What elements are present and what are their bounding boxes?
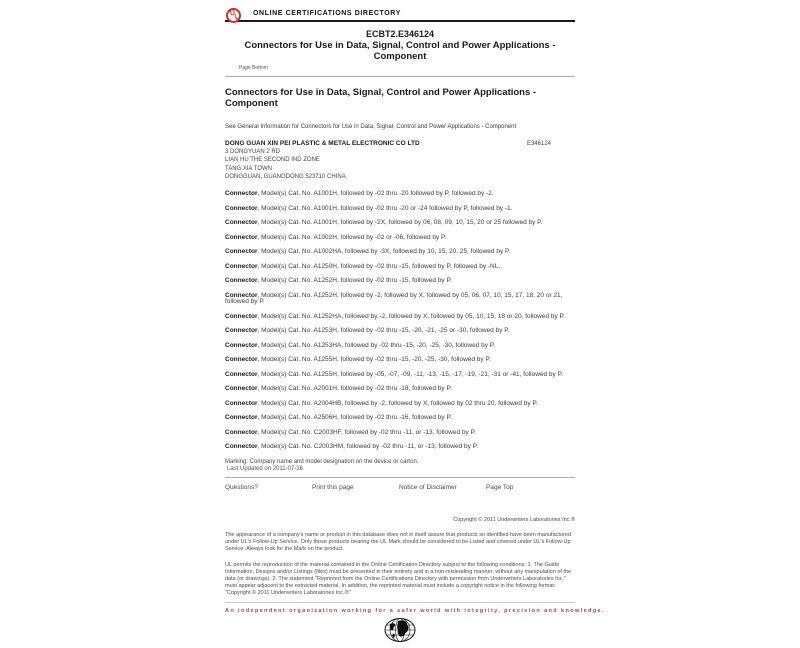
- category-code: ECBT2.E346124: [365, 29, 435, 39]
- listing-row: [225, 430, 575, 437]
- questions-link[interactable]: Questions?: [225, 484, 258, 492]
- listing-row: [225, 386, 575, 393]
- listing-row: [225, 235, 575, 242]
- globe-icon: [225, 617, 575, 648]
- listing-details: , Model(s) Cat. No. A1001H, followed by -02 thru -20 or -24 followed by P, followed by -1.: [257, 204, 513, 212]
- listing-details: , Model(s) Cat. No. A1252H, followed by -2, followed by X, followed by 05, 06, 07, 10, 15, 17, 18, 20 or 21, followed by P.: [225, 291, 563, 306]
- see-general-link[interactable]: See General Information for Connectors for Use in Data, Signal, Control and Power Applications - Component: [225, 124, 517, 130]
- header: [225, 5, 575, 22]
- listing-product: Connector: [225, 291, 258, 299]
- address-line: 3 DONGYUAN 2 RD: [225, 148, 281, 155]
- listing-product: Connector: [225, 190, 258, 198]
- listing-product: Connector: [225, 233, 258, 241]
- ul-tagline: An independent organization working for a safer world with integrity, precision and knowledge.: [225, 608, 605, 615]
- listing-details: , Model(s) Cat. No. A1255H, followed by -05, -07, -09, -11, -13, -15, -17, -19, -21, -31 or -41, followed by P.: [257, 370, 563, 378]
- listing-row: [225, 293, 575, 306]
- listing-row: [225, 343, 575, 350]
- copyright-line: Copyright © 2011 Underwriters Laboratories Inc.®: [453, 517, 575, 524]
- listing-details: , Model(s) Cat. No. A1253HA, followed by -02 thru -15, -20, -25, -30, followed by P.: [257, 341, 496, 349]
- listing-details: , Model(s) Cat. No. A2001H, followed by -02 thru -18, followed by P.: [257, 385, 452, 393]
- listing-details: , Model(s) Cat. No. A1002H, followed by -02 or -06, followed by P.: [257, 233, 447, 241]
- listing-row: [225, 191, 575, 198]
- listing-row: [225, 314, 575, 321]
- listing-product: Connector: [225, 312, 258, 320]
- listing-product: Connector: [225, 385, 258, 393]
- listing-details: , Model(s) Cat. No. A1001H, followed by -02 thru -20 followed by P, followed by -2.: [257, 190, 494, 198]
- reproduction-terms-paragraph: UL permits the reproduction of the material contained in the Online Certification Directory subject to the following conditions: 1. The Guide Information, Designs and/or Listings (files) must be presented in their entirety and in a non-misleading manner, without any manipulation of the data (or drawings). 2. The statement "Reprinted from the Online Certifications Directory with permission from Underwriters Laboratories Inc." must appear adjacent to the extracted material. In addition, the reprinted material must include a copyright notice in the following format: "Copyright © 2011 Underwriters Laboratories Inc.®": [225, 562, 572, 597]
- listing-product: Connector: [225, 399, 258, 407]
- address-line: TANG XIA TOWN: [225, 165, 273, 172]
- ul-logo-icon: U L: [226, 8, 241, 23]
- notice-of-disclaimer-link[interactable]: Notice of Disclaimer: [399, 484, 457, 492]
- listing-row: [225, 328, 575, 335]
- listing-product: Connector: [225, 356, 258, 364]
- listing-product: Connector: [225, 262, 258, 270]
- page-top-link[interactable]: Page Top: [486, 484, 514, 492]
- last-updated: Last Updated on 2011-07-16: [227, 466, 303, 473]
- listing-product: Connector: [225, 428, 258, 436]
- listings: [225, 191, 575, 451]
- listing-product: Connector: [225, 414, 258, 422]
- divider: [225, 76, 575, 77]
- marking-block: [225, 459, 575, 473]
- listing-row: [225, 444, 575, 451]
- listing-details: , Model(s) Cat. No. A1252H, followed by -02 thru -15, followed by P.: [257, 277, 452, 285]
- listing-details: , Model(s) Cat. No. A1253H, followed by -02 thru -15, -20, -21, -25 or -30, followed by P.: [257, 327, 510, 335]
- listing-row: [225, 372, 575, 379]
- listing-product: Connector: [225, 204, 258, 212]
- page-bottom-link[interactable]: Page Bottom: [239, 65, 268, 71]
- listing-row: [225, 415, 575, 422]
- address-line: DONGGUAN, GUANGDONG 523710 CHINA: [225, 174, 346, 181]
- listing-row: [225, 401, 575, 408]
- listing-details: , Model(s) Cat. No. A1250H, followed by -02 thru -15, followed by P, followed by -NL.: [257, 262, 501, 270]
- listing-product: Connector: [225, 370, 258, 378]
- listing-row: [225, 249, 575, 256]
- followup-service-paragraph: The appearance of a company's name or product in this database does not in itself assure that products so identified have been manufactured under UL's Follow-Up Service. Only those products bearing the UL Mark should be considered to be Listed and covered under UL's Follow-Up Service. Always look for the Mark on the product.: [225, 532, 571, 553]
- listing-details: , Model(s) Cat. No. A1255H, followed by -02 thru -15, -20, -25, -30, followed by P.: [257, 356, 491, 364]
- listing-product: Connector: [225, 327, 258, 335]
- listing-product: Connector: [225, 277, 258, 285]
- address-line: LIAN HU THE SECOND IND ZONE: [225, 157, 320, 164]
- footer-nav: [225, 484, 575, 491]
- listing-product: Connector: [225, 341, 258, 349]
- listing-details: , Model(s) Cat. No. C2003HM, followed by -02 thru -11, or -13, followed by P.: [257, 443, 478, 451]
- title-block: [225, 29, 575, 71]
- listing-details: , Model(s) Cat. No. C2003HF, followed by -02 thru -11, or -13, followed by P.: [257, 428, 476, 436]
- listing-product: Connector: [225, 219, 258, 227]
- listing-details: , Model(s) Cat. No. A1002HA, followed by -3X, followed by 10, 15, 20, 25, followed by P.: [257, 248, 511, 256]
- listing-row: [225, 264, 575, 271]
- listing-product: Connector: [225, 248, 258, 256]
- listing-row: [225, 357, 575, 364]
- page-title: Connectors for Use in Data, Signal, Control and Power Applications - Component: [244, 40, 556, 62]
- listing-row: [225, 278, 575, 285]
- listing-details: , Model(s) Cat. No. A2506H, followed by -02 thru -16, followed by P.: [257, 414, 452, 422]
- directory-title: ONLINE CERTIFICATIONS DIRECTORY: [253, 10, 401, 17]
- listing-product: Connector: [225, 443, 258, 451]
- marking-text: Marking: Company name and model designation on the device or carton.: [225, 458, 419, 465]
- ul-directory-page: [225, 5, 605, 648]
- listing-row: [225, 220, 575, 227]
- company-block: [225, 140, 575, 181]
- divider: [225, 602, 575, 603]
- print-page-link[interactable]: Print this page: [312, 484, 354, 492]
- listing-details: , Model(s) Cat. No. A2004HB, followed by -2, followed by X, followed by 02 thru 20, followed by P.: [257, 399, 538, 407]
- divider: [225, 477, 575, 478]
- file-number: E346124: [526, 141, 551, 147]
- section-heading: Connectors for Use in Data, Signal, Control and Power Applications - Component: [225, 87, 537, 109]
- listing-details: , Model(s) Cat. No. A1252HA, followed by -2, followed by X, followed by 05, 10, 15, 18 or 20, followed by P.: [257, 312, 565, 320]
- listing-row: [225, 206, 575, 213]
- listing-details: , Model(s) Cat. No. A1001H, followed by -2X, followed by 06, 08, 09, 10, 15, 20 or 25 followed by P.: [257, 219, 543, 227]
- company-name: DONG GUAN XIN PEI PLASTIC & METAL ELECTRONIC CO LTD: [225, 140, 420, 147]
